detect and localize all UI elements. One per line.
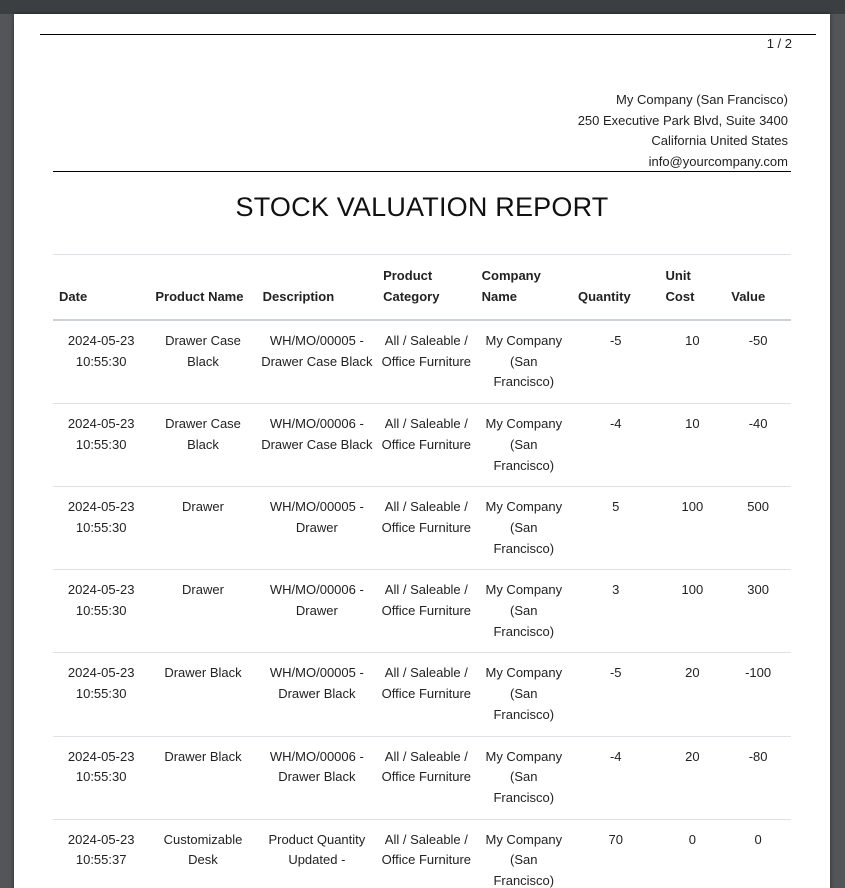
cell-unit-cost: 10 [660, 404, 726, 487]
header-product-name: Product Name [149, 255, 256, 321]
cell-company: My Company (San Francisco) [476, 320, 572, 404]
cell-date: 2024-05-23 10:55:30 [53, 404, 149, 487]
cell-company: My Company (San Francisco) [476, 570, 572, 653]
cell-quantity: -4 [572, 404, 660, 487]
cell-date: 2024-05-23 10:55:30 [53, 736, 149, 819]
company-name: My Company (San Francisco) [616, 92, 788, 107]
top-rule [40, 34, 816, 35]
header-company-name: Company Name [476, 255, 572, 321]
report-title: STOCK VALUATION REPORT [235, 192, 609, 222]
cell-category: All / Saleable / Office Furniture [377, 570, 476, 653]
cell-description: WH/MO/00005 - Drawer Black [257, 653, 377, 736]
cell-quantity: 70 [572, 819, 660, 888]
table-header-row [53, 255, 791, 321]
cell-product: Drawer [149, 487, 256, 570]
company-email: info@yourcompany.com [648, 153, 788, 169]
table-row [53, 653, 791, 736]
cell-date: 2024-05-23 10:55:30 [53, 487, 149, 570]
cell-date: 2024-05-23 10:55:30 [53, 653, 149, 736]
header-description: Description [257, 255, 377, 321]
cell-value: 300 [725, 570, 791, 653]
cell-company: My Company (San Francisco) [476, 819, 572, 888]
cell-value: -80 [725, 736, 791, 819]
cell-description: WH/MO/00006 - Drawer Case Black [257, 404, 377, 487]
cell-quantity: 3 [572, 570, 660, 653]
cell-category: All / Saleable / Office Furniture [377, 487, 476, 570]
cell-quantity: -4 [572, 736, 660, 819]
header-value: Value [725, 255, 791, 321]
page-indicator: 1 / 2 [766, 36, 792, 51]
cell-description: WH/MO/00006 - Drawer [257, 570, 377, 653]
cell-unit-cost: 100 [660, 487, 726, 570]
cell-category: All / Saleable / Office Furniture [377, 736, 476, 819]
company-address-block [578, 90, 788, 172]
table-row [53, 570, 791, 653]
cell-unit-cost: 100 [660, 570, 726, 653]
cell-description: WH/MO/00005 - Drawer [257, 487, 377, 570]
cell-product: Drawer [149, 570, 256, 653]
table-row [53, 404, 791, 487]
cell-product: Customizable Desk [149, 819, 256, 888]
cell-category: All / Saleable / Office Furniture [377, 404, 476, 487]
viewer-toolbar [0, 0, 845, 14]
header-unit-cost: Unit Cost [660, 255, 726, 321]
company-region: California United States [651, 133, 788, 148]
stock-valuation-table [53, 254, 791, 888]
table-row [53, 819, 791, 888]
cell-product: Drawer Case Black [149, 320, 256, 404]
cell-value: -50 [725, 320, 791, 404]
cell-description: WH/MO/00005 - Drawer Case Black [257, 320, 377, 404]
report-page [14, 14, 830, 888]
table-row [53, 320, 791, 404]
cell-company: My Company (San Francisco) [476, 487, 572, 570]
cell-quantity: -5 [572, 653, 660, 736]
cell-date: 2024-05-23 10:55:37 [53, 819, 149, 888]
cell-company: My Company (San Francisco) [476, 404, 572, 487]
cell-category: All / Saleable / Office Furniture [377, 819, 476, 888]
cell-description: Product Quantity Updated - [257, 819, 377, 888]
cell-unit-cost: 10 [660, 320, 726, 404]
cell-value: 500 [725, 487, 791, 570]
table-row [53, 736, 791, 819]
header-date: Date [53, 255, 149, 321]
header-product-category: Product Category [377, 255, 476, 321]
cell-category: All / Saleable / Office Furniture [377, 320, 476, 404]
cell-product: Drawer Black [149, 736, 256, 819]
header-divider [53, 171, 791, 172]
cell-unit-cost: 0 [660, 819, 726, 888]
cell-date: 2024-05-23 10:55:30 [53, 570, 149, 653]
cell-description: WH/MO/00006 - Drawer Black [257, 736, 377, 819]
table-row [53, 487, 791, 570]
header-quantity: Quantity [572, 255, 660, 321]
cell-unit-cost: 20 [660, 736, 726, 819]
cell-category: All / Saleable / Office Furniture [377, 653, 476, 736]
cell-company: My Company (San Francisco) [476, 736, 572, 819]
cell-company: My Company (San Francisco) [476, 653, 572, 736]
company-street: 250 Executive Park Blvd, Suite 3400 [577, 112, 788, 128]
cell-value: 0 [725, 819, 791, 888]
cell-value: -40 [725, 404, 791, 487]
cell-quantity: 5 [572, 487, 660, 570]
cell-date: 2024-05-23 10:55:30 [53, 320, 149, 404]
cell-unit-cost: 20 [660, 653, 726, 736]
cell-value: -100 [725, 653, 791, 736]
cell-product: Drawer Case Black [149, 404, 256, 487]
cell-product: Drawer Black [149, 653, 256, 736]
cell-quantity: -5 [572, 320, 660, 404]
